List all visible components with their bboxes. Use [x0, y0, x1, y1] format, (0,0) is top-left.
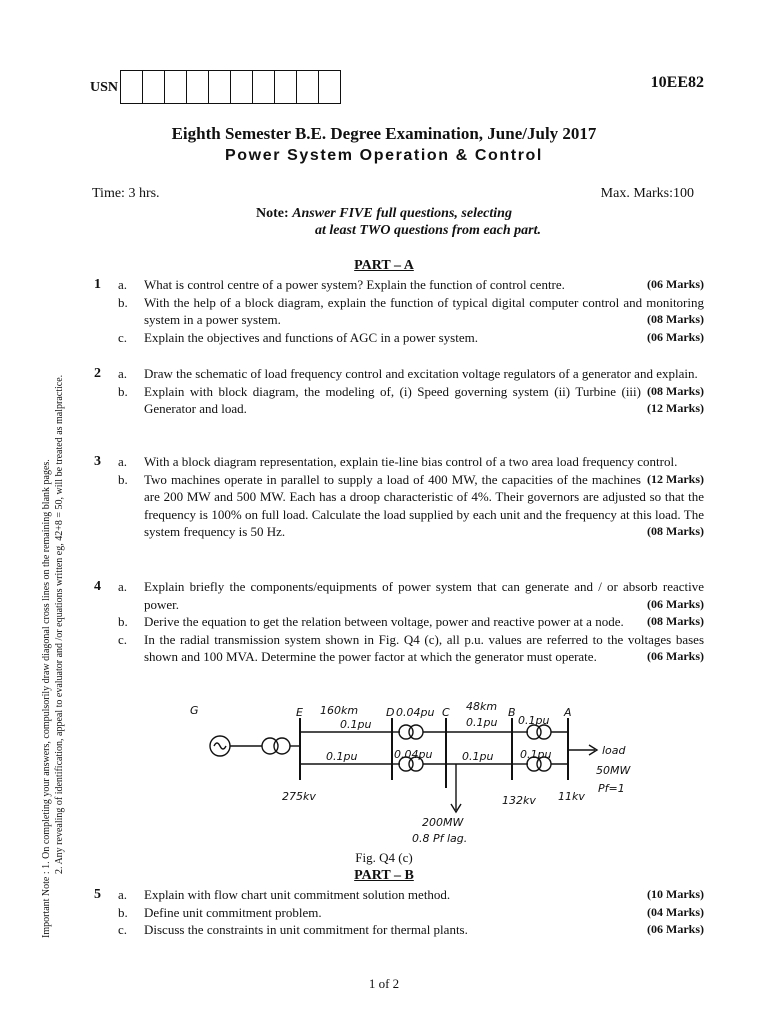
usn-box: [275, 70, 297, 104]
marks: (12 Marks): [647, 401, 704, 416]
item-letter: a.: [118, 454, 128, 469]
question-item: [90, 886, 704, 904]
usn-box: [143, 70, 165, 104]
label-z-bot2: 0.04pu: [394, 748, 433, 761]
item-letter: b.: [118, 904, 128, 920]
marks: (06 Marks): [647, 649, 704, 664]
part-b-heading: PART – B: [354, 868, 414, 883]
label-tap-pf: 0.8 Pf lag.: [412, 832, 468, 845]
item-text: Explain with block diagram, the modeling of, (i) Speed governing system (ii) Turbine (iii) Generator and load.: [144, 383, 641, 417]
question-item: [90, 329, 704, 347]
item-text: Draw the schematic of load frequency control and excitation voltage regulators of a generator and explain.: [144, 366, 698, 381]
label-tap-mw: 200MW: [422, 816, 464, 829]
item-text: Discuss the constraints in unit commitment for thermal plants.: [144, 922, 468, 938]
marks: (08 Marks): [647, 383, 704, 398]
question-item: [90, 383, 704, 418]
label-d: D: [386, 706, 395, 719]
usn-box: [121, 70, 143, 104]
label-a: A: [564, 706, 572, 719]
item-letter: c.: [118, 329, 128, 345]
marks: (06 Marks): [647, 596, 704, 611]
item-text: Explain briefly the components/equipments of power system that can generate and / or absorb reactive power.: [144, 579, 704, 612]
question-number: 2: [94, 366, 101, 381]
question-1: [90, 276, 704, 346]
item-text: In the radial transmission system shown in Fig. Q4 (c), all p.u. values are referred to the voltages bases shown and 100 MVA. Determine the power factor at which the generator must operate.: [144, 631, 704, 665]
figure-caption: Fig. Q4 (c): [355, 850, 413, 865]
marks: (08 Marks): [647, 614, 704, 629]
question-item: [90, 631, 704, 666]
item-letter: c.: [118, 631, 128, 647]
usn-box: [165, 70, 187, 104]
label-z-top3: 0.1pu: [466, 716, 498, 729]
question-5: [90, 886, 704, 939]
question-item: [90, 921, 704, 939]
question-item: [90, 904, 704, 922]
side-note-line2: 2. Any revealing of identification, appeal to evaluator and /or equations written eg, 42+8 = 50, will be treated as malpractice.: [54, 374, 65, 874]
time-allowed: Time: 3 hrs.: [92, 186, 160, 201]
marks: (08 Marks): [647, 524, 704, 539]
question-3: [90, 453, 704, 541]
label-b: B: [508, 706, 516, 719]
item-letter: a.: [118, 887, 128, 902]
label-z-bot4: 0.1pu: [520, 748, 552, 761]
usn-box: [297, 70, 319, 104]
label-z-top4: 0.1pu: [518, 714, 550, 727]
label-z-top1: 0.1pu: [340, 718, 372, 731]
marks: (06 Marks): [647, 277, 704, 291]
item-letter: b.: [118, 614, 128, 630]
label-e: E: [296, 706, 303, 719]
subject-code: 10EE82: [650, 74, 704, 91]
usn-boxes: [120, 70, 341, 104]
label-len1: 160km: [320, 704, 359, 717]
question-item: [90, 613, 704, 631]
label-z-bot3: 0.1pu: [462, 750, 494, 763]
usn-box: [209, 70, 231, 104]
max-marks: Max. Marks:100: [600, 186, 694, 201]
marks: (04 Marks): [647, 904, 704, 919]
side-note-line1: Important Note : 1. On completing your answers, compulsorily draw diagonal cross lines on the remaining blank pages.: [41, 459, 52, 938]
question-number: 1: [94, 277, 101, 292]
exam-title: Eighth Semester B.E. Degree Examination, June/July 2017: [171, 124, 597, 143]
item-text: With the help of a block diagram, explain the function of typical digital computer control and monitoring system in a power system.: [144, 294, 704, 328]
item-letter: c.: [118, 922, 128, 938]
label-z-bot1: 0.1pu: [326, 750, 358, 763]
label-c: C: [442, 706, 450, 719]
usn-box: [231, 70, 253, 104]
note-label: Note:: [256, 206, 293, 221]
label-11kv: 11kv: [558, 790, 585, 803]
page-number: 1 of 2: [368, 976, 400, 991]
transformer-gen-coil2: [274, 738, 290, 754]
label-len2: 48km: [466, 700, 498, 713]
question-number: 3: [94, 454, 101, 469]
radial-transmission-diagram: [190, 700, 680, 850]
item-letter: b.: [118, 294, 128, 310]
label-275kv: 275kv: [282, 790, 316, 803]
item-text: Derive the equation to get the relation between voltage, power and reactive power at a node.: [144, 614, 624, 630]
item-letter: b.: [118, 471, 128, 487]
question-item: [90, 365, 704, 398]
question-item: [90, 471, 704, 541]
item-letter: a.: [118, 277, 128, 292]
marks: (12 Marks): [647, 471, 704, 486]
item-text: Explain the objectives and functions of AGC in a power system.: [144, 329, 478, 345]
usn-label: USN: [90, 80, 119, 95]
label-load-mw: 50MW: [596, 764, 631, 777]
question-4: [90, 578, 704, 666]
question-number: 4: [94, 579, 101, 594]
item-letter: a.: [118, 579, 128, 594]
question-item: [90, 453, 704, 486]
label-z-top2: 0.04pu: [396, 706, 435, 719]
item-text: Two machines operate in parallel to supply a load of 400 MW, the capacities of the machines are 200 MW and 500 MW. Each has a droop characteristic of 4%. Their governors are adjusted so that the frequency is 100% on full load. Calculate the load supplied by each unit and the frequency at this load. The system frequency is 50 Hz.: [144, 471, 704, 540]
marks: (06 Marks): [647, 922, 704, 937]
item-letter: b.: [118, 383, 128, 399]
usn-box: [319, 70, 341, 104]
marks: (08 Marks): [647, 312, 704, 327]
question-number: 5: [94, 887, 101, 902]
note-line1: Answer FIVE full questions, selecting: [292, 206, 512, 221]
item-text: What is control centre of a power system? Explain the function of control centre.: [144, 277, 565, 292]
instructions-note: [0, 205, 768, 239]
item-text: Explain with flow chart unit commitment solution method.: [144, 887, 451, 902]
question-item: [90, 578, 704, 613]
marks: (10 Marks): [647, 887, 704, 901]
usn-box: [187, 70, 209, 104]
item-text: With a block diagram representation, explain tie-line bias control of a two area load frequency control.: [144, 454, 678, 469]
part-a-heading: PART – A: [354, 258, 414, 273]
label-132kv: 132kv: [502, 794, 536, 807]
question-item: [90, 294, 704, 329]
question-item: [90, 276, 704, 294]
label-load-pf: Pf=1: [598, 782, 625, 795]
side-important-note: [40, 58, 66, 938]
item-text: Define unit commitment problem.: [144, 904, 322, 920]
item-letter: a.: [118, 366, 128, 381]
subject-title: Power System Operation & Control: [225, 147, 543, 164]
note-line2: at least TWO questions from each part.: [315, 223, 541, 238]
label-g: G: [190, 704, 199, 717]
label-load: load: [602, 744, 626, 757]
marks: (06 Marks): [647, 329, 704, 344]
usn-box: [253, 70, 275, 104]
question-2: [90, 365, 704, 418]
